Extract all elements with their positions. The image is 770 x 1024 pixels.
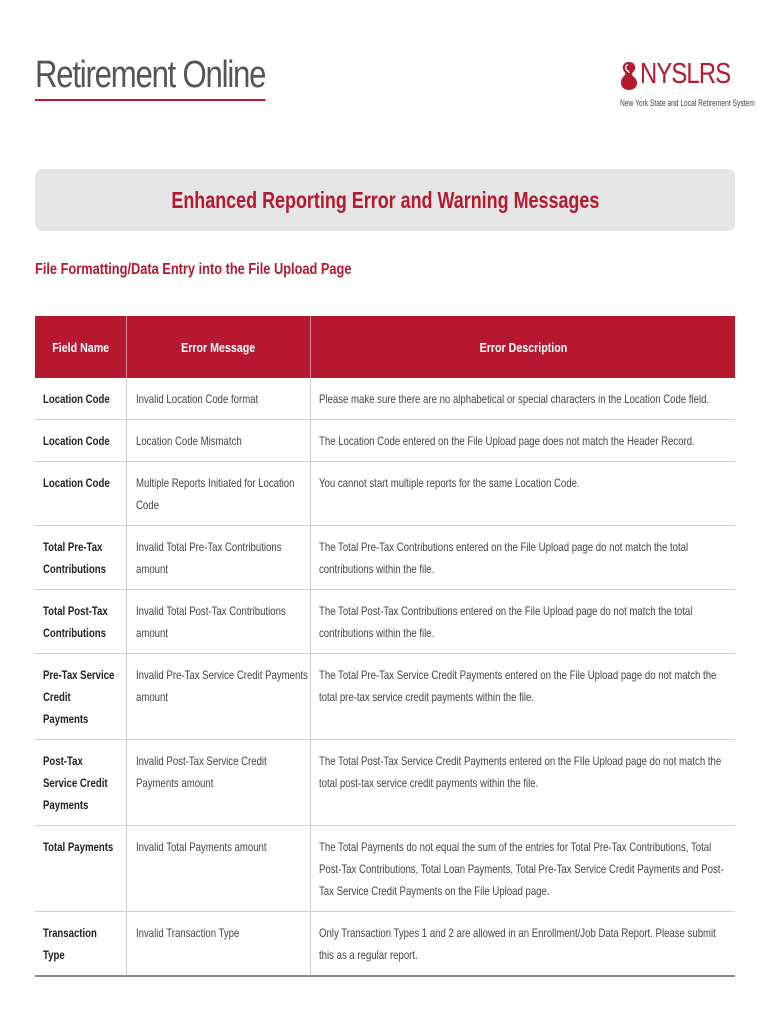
header-error-message: Error Message: [127, 316, 311, 378]
header-error-description: Error Description: [479, 339, 567, 355]
table-body: [35, 378, 735, 975]
table-row: [35, 739, 735, 825]
table-row: [35, 461, 735, 525]
table-header: [35, 316, 735, 378]
field-name-cell: Location Code: [35, 462, 127, 525]
error-description-cell: The Location Code entered on the File Upload page does not match the Header Record.: [319, 434, 695, 448]
table-row: [35, 419, 735, 461]
field-name-cell: Location Code: [35, 420, 127, 461]
error-description-cell: You cannot start multiple reports for the same Location Code.: [319, 476, 580, 490]
field-name-cell: Total Post-Tax Contributions: [35, 590, 127, 653]
brand-title: Retirement Online: [35, 55, 265, 101]
table-row: [35, 911, 735, 975]
section-title: File Formatting/Data Entry into the File Upload Page: [35, 261, 352, 278]
error-description-cell: The Total Pre-Tax Service Credit Payments entered on the File Upload page do not match the total pre-tax service credit payments within the file.: [319, 668, 717, 704]
error-message-cell: Invalid Total Payments amount: [127, 826, 311, 911]
table-row: [35, 589, 735, 653]
error-message-cell: Invalid Total Pre-Tax Contributions amount: [127, 526, 311, 589]
header-field-name: Field Name: [35, 316, 127, 378]
error-table: [35, 316, 735, 977]
error-message-cell: Invalid Total Post-Tax Contributions amount: [127, 590, 311, 653]
field-name-cell: Total Payments: [35, 826, 127, 911]
error-description-cell: Only Transaction Types 1 and 2 are allowed in an Enrollment/Job Data Report. Please submit this as a regular report.: [319, 926, 716, 962]
table-row: [35, 825, 735, 911]
silhouette-icon: [620, 62, 638, 90]
error-message-cell: Invalid Post-Tax Service Credit Payments amount: [127, 740, 311, 825]
error-message-cell: Invalid Transaction Type: [127, 912, 311, 975]
field-name-cell: Location Code: [35, 378, 127, 419]
error-message-cell: Invalid Location Code format: [127, 378, 311, 419]
field-name-cell: Pre-Tax Service Credit Payments: [35, 654, 127, 739]
logo-text: NYSLRS: [640, 58, 731, 90]
title-banner: [35, 169, 735, 231]
field-name-cell: Transaction Type: [35, 912, 127, 975]
error-message-cell: Invalid Pre-Tax Service Credit Payments amount: [127, 654, 311, 739]
field-name-cell: Total Pre-Tax Contributions: [35, 526, 127, 589]
logo-subtitle: New York State and Local Retirement System: [620, 98, 755, 108]
table-row: [35, 525, 735, 589]
error-description-cell: The Total Post-Tax Service Credit Payments entered on the FIle Upload page do not match the total post-tax service credit payments within the file.: [319, 754, 722, 790]
error-message-cell: Multiple Reports Initiated for Location Code: [127, 462, 311, 525]
page-title: Enhanced Reporting Error and Warning Messages: [171, 186, 599, 213]
field-name-cell: Post-Tax Service Credit Payments: [35, 740, 127, 825]
table-row: [35, 653, 735, 739]
error-message-cell: Location Code Mismatch: [127, 420, 311, 461]
error-description-cell: The Total Payments do not equal the sum of the entries for Total Pre-Tax Contributions, Total Post-Tax Contributions, Total Loan Payments, Total Pre-Tax Service Credit Payments and Post-Tax Service Credit Payments on the File Upload page.: [319, 840, 724, 898]
error-description-cell: Please make sure there are no alphabetical or special characters in the Location Code field.: [319, 392, 710, 406]
error-description-cell: The Total Post-Tax Contributions entered on the File Upload page do not match the total contributions within the file.: [319, 604, 693, 640]
error-description-cell: The Total Pre-Tax Contributions entered on the File Upload page do not match the total contributions within the file.: [319, 540, 689, 576]
table-row: [35, 378, 735, 419]
nyslrs-logo: [620, 58, 755, 110]
